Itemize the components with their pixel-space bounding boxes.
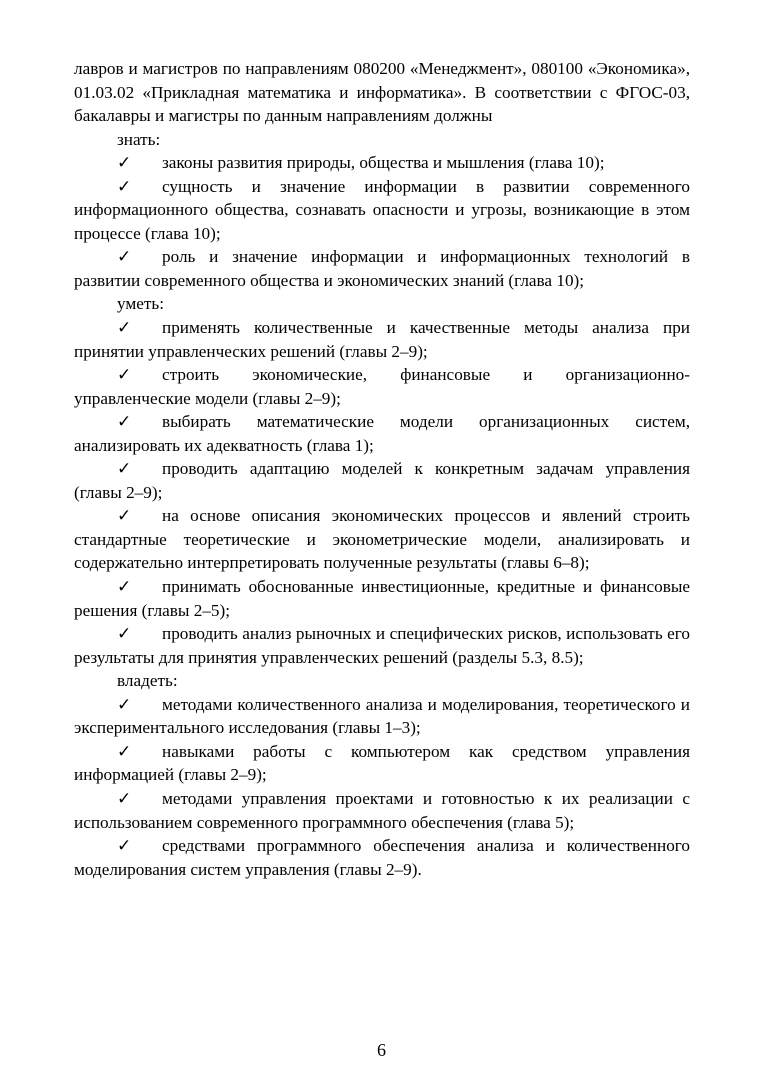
list-item-text: средствами программного обеспечения анализа и количественного моделирования систем управления (главы 2–9). [74,836,690,879]
list-item [74,363,690,410]
checkmark-icon: ✓ [117,506,132,526]
list-item-text: выбирать математические модели организационных систем, анализировать их адекватность (глава 1); [74,412,690,455]
list-item [74,787,690,834]
checkmark-icon: ✓ [117,577,132,597]
list-item-text: законы развития природы, общества и мышления (глава 10); [162,153,605,173]
checkmark-icon: ✓ [117,836,132,856]
section-heading-can: уметь: [117,294,164,314]
checkmark-icon: ✓ [117,788,132,808]
list-item-text: принимать обоснованные инвестиционные, кредитные и финансовые решения (главы 2–5); [74,577,690,620]
intro-paragraph: лавров и магистров по направлениям 080200 «Менеджмент», 080100 «Экономика», 01.03.02 «Прикладная математика и информатика». В соответствии с ФГОС-03, бакалавры и магистры по данным направлениям должны [74,59,690,126]
list-item [74,457,690,504]
checkmark-icon: ✓ [117,741,132,761]
list-item [74,504,690,575]
page-body [74,57,690,881]
list-item-text: роль и значение информации и информационных технологий в развитии современного общества и экономических знаний (глава 10); [74,247,690,290]
list-item-text: на основе описания экономических процессов и явлений строить стандартные теоретические и эконометрические модели, анализировать и содержательно интерпретировать полученные результаты (главы 6–8); [74,506,690,573]
list-item [74,245,690,292]
list-item-text: навыками работы с компьютером как средством управления информацией (главы 2–9); [74,741,690,785]
list-item [74,622,690,669]
list-item [74,740,690,787]
checkmark-icon: ✓ [117,624,132,644]
page-number: 6 [377,1040,386,1060]
list-item [74,834,690,881]
list-item [74,175,690,246]
checkmark-icon: ✓ [117,318,132,338]
list-item [74,693,690,740]
checkmark-icon: ✓ [117,694,132,714]
list-item [74,410,690,457]
checkmark-icon: ✓ [117,412,132,432]
list-item [74,151,690,175]
checkmark-icon: ✓ [117,176,132,196]
list-item-text: проводить адаптацию моделей к конкретным задачам управления (главы 2–9); [74,459,690,502]
checkmark-icon: ✓ [117,153,132,173]
list-item-text: строить экономические, финансовые и организационно-управленческие модели (главы 2–9); [74,365,690,408]
list-item-text: применять количественные и качественные методы анализа при принятии управленческих решений (главы 2–9); [74,318,690,361]
list-item-text: проводить анализ рыночных и специфических рисков, использовать его результаты для принятия управленческих решений (разделы 5.3, 8.5); [74,624,690,667]
list-item [74,575,690,622]
list-item-text: сущность и значение информации в развитии современного информационного общества, сознавать опасности и угрозы, возникающие в этом процессе (глава 10); [74,176,690,243]
checkmark-icon: ✓ [117,247,132,267]
list-item [74,316,690,363]
checkmark-icon: ✓ [117,459,132,479]
list-item-text: методами управления проектами и готовностью к их реализации с использованием современного программного обеспечения (глава 5); [74,788,690,832]
section-heading-master: владеть: [117,671,178,691]
section-heading-know: знать: [117,129,161,149]
checkmark-icon: ✓ [117,365,132,385]
list-item-text: методами количественного анализа и моделирования, теоретического и экспериментального исследования (главы 1–3); [74,694,690,738]
